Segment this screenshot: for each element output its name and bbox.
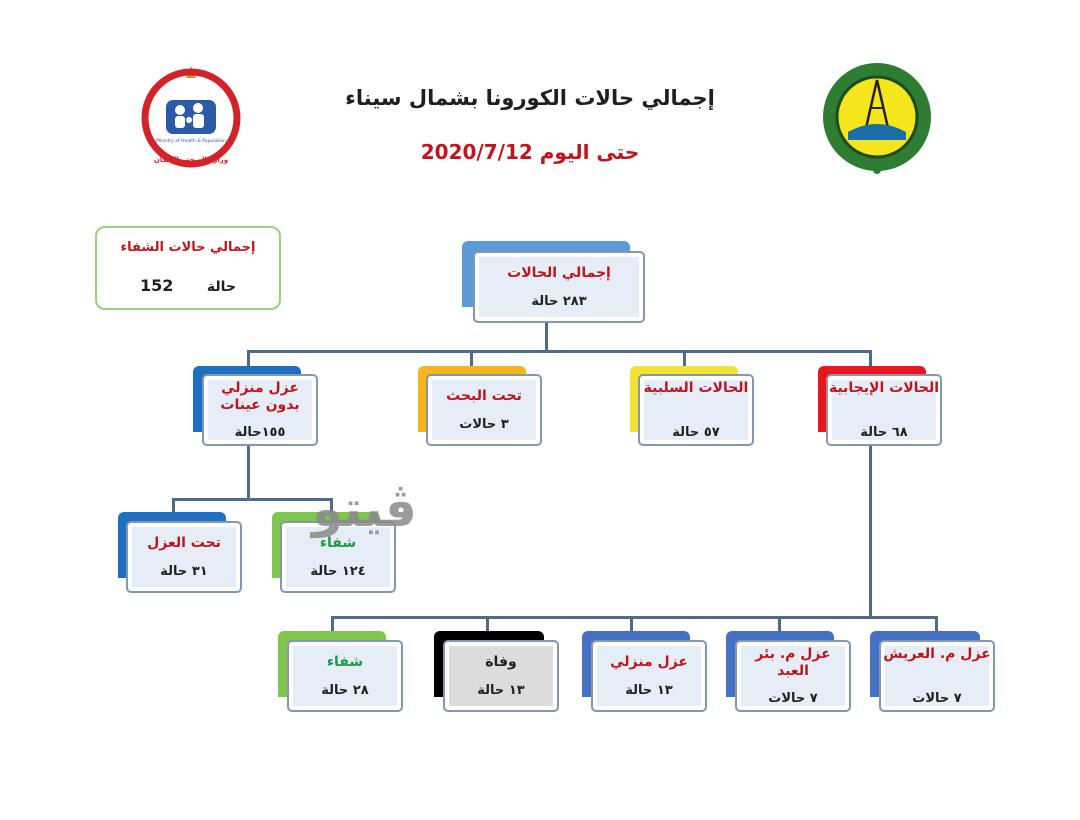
home-isolation-no-samples-count: ١٥٥حالة [234, 425, 286, 440]
recovery-summary-value-row [97, 276, 279, 295]
death-node [443, 640, 559, 712]
page-subtitle: حتى اليوم 2020/7/12 [420, 140, 640, 164]
positive-recovered-node [287, 640, 403, 712]
isolation-recovered-label: شفاء [319, 535, 357, 551]
positive-recovered-count: ٢٨ حالة [321, 683, 369, 698]
bir-al-abd-isolation-count: ٧ حالات [768, 691, 818, 706]
connector-line [247, 350, 872, 353]
connector-line [172, 498, 332, 501]
watermark-logo: ڤيتو [312, 480, 417, 538]
connector-line [486, 616, 489, 632]
root-node-label: إجمالي الحالات [507, 265, 611, 281]
recovery-summary-label: إجمالي حالات الشفاء [120, 240, 256, 255]
connector-line [331, 616, 938, 619]
connector-line [869, 446, 872, 618]
arish-isolation-label: عزل م. العريش [883, 646, 991, 662]
bir-al-abd-isolation-label: عزل م. بئر العبد [755, 646, 831, 679]
negative-cases-node [638, 374, 754, 446]
home-isolation-positive-label: عزل منزلي [610, 654, 688, 670]
recovery-summary-unit: حالة [206, 279, 236, 295]
under-isolation-label: تحت العزل [147, 535, 221, 551]
arish-isolation-node [879, 640, 995, 712]
arish-isolation-count: ٧ حالات [912, 691, 962, 706]
positive-cases-node [826, 374, 942, 446]
under-isolation-node [126, 521, 242, 593]
logo-english-text: Ministry of Health & Population [156, 139, 226, 144]
connector-line [545, 322, 548, 352]
recovery-summary-card [95, 226, 281, 310]
positive-cases-label: الحالات الإيجابية [828, 380, 940, 396]
home-isolation-no-samples-node [202, 374, 318, 446]
page-title: إجمالي حالات الكورونا بشمال سيناء [345, 86, 715, 110]
death-count: ١٣ حالة [477, 683, 525, 698]
positive-cases-count: ٦٨ حالة [860, 425, 908, 440]
bir-al-abd-isolation-node [735, 640, 851, 712]
home-isolation-no-samples-label: عزل منزلي بدون عينات [220, 380, 300, 413]
under-investigation-node [426, 374, 542, 446]
ministry-of-health-logo [138, 56, 244, 168]
root-node-count: ٢٨٣ حالة [531, 294, 587, 309]
recovery-summary-value: 152 [140, 276, 174, 295]
connector-line [247, 446, 250, 500]
under-investigation-label: تحت البحث [446, 388, 522, 404]
under-investigation-count: ٣ حالات [459, 417, 509, 432]
connector-line [331, 616, 334, 632]
connector-line [935, 616, 938, 632]
connector-line [630, 616, 633, 632]
death-label: وفاة [485, 654, 517, 670]
positive-recovered-label: شفاء [326, 654, 364, 670]
under-isolation-count: ٣١ حالة [160, 564, 208, 579]
home-isolation-positive-node [591, 640, 707, 712]
logo-arabic-text: وزارة الصحة والسكان [153, 156, 229, 164]
isolation-recovered-count: ١٢٤ حالة [310, 564, 366, 579]
negative-cases-count: ٥٧ حالة [672, 425, 720, 440]
negative-cases-label: الحالات السلبية [643, 380, 749, 396]
north-sinai-governorate-logo [818, 58, 936, 176]
root-node [473, 251, 645, 323]
connector-line [778, 616, 781, 632]
home-isolation-positive-count: ١٣ حالة [625, 683, 673, 698]
